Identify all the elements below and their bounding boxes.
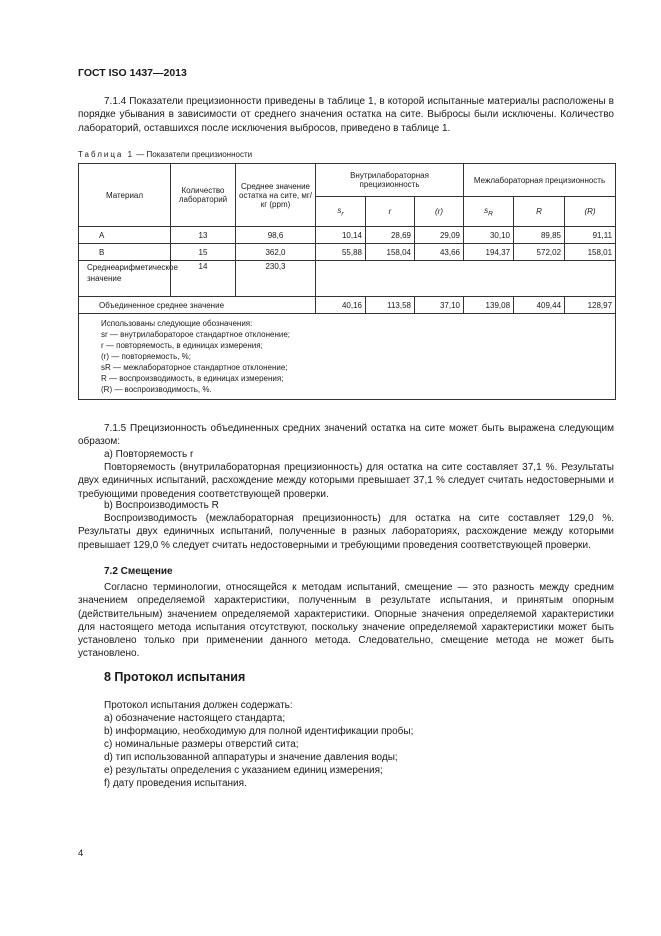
paragraph-7-2: Согласно терминологии, относящейся к методам испытаний, смещение — это разность между средним значением определяемой характеристики, полученным в результате испытания, и принятым опорным (действительным) значением определяемой характеристики. Опорные значения определяемой характеристики для настоящего метода испытания отсутствуют, поскольку значение определяемой характеристики может быть установлено только при применении данного метода. Следовательно, смещение метода не может быть установлено. [78, 582, 614, 660]
section-7-2-heading: 7.2 Смещение [104, 566, 173, 577]
document-header: ГОСТ ISO 1437—2013 [78, 67, 187, 79]
header-material: Материал [79, 164, 171, 227]
table-row-average [79, 261, 616, 297]
item-a-heading: а) Повторяемость r [104, 449, 194, 460]
cell-R: 409,44 [514, 297, 565, 314]
cell-R-pct: 128,97 [565, 297, 616, 314]
cell-r-pct: 29,09 [415, 227, 464, 244]
paragraph-7-1-5: 7.1.5 Прецизионность объединенных средних значений остатка на сите может быть выражена следующим образом: [78, 423, 614, 448]
cell-sR: 194,37 [464, 244, 514, 261]
section-8-heading: 8 Протокол испытания [104, 670, 246, 684]
list-item: e) результаты определения с указанием единиц измерения; [104, 765, 383, 776]
note-line: Использованы следующие обозначения: [101, 319, 253, 328]
cell-r: 28,69 [366, 227, 415, 244]
note-line: sr — внутрилабораторое стандартное отклонение; [101, 330, 291, 339]
cell-R-pct: 158,01 [565, 244, 616, 261]
cell-sr: 55,88 [316, 244, 366, 261]
subheader-r-pct: (r) [415, 197, 464, 227]
header-inter-precision: Межлабораторная прецизионность [464, 164, 616, 197]
cell-R-pct: 91,11 [565, 227, 616, 244]
cell-r-pct: 43,66 [415, 244, 464, 261]
table-row-pooled [79, 297, 616, 314]
list-item: d) тип использованной аппаратуры и значение давления воды; [104, 752, 398, 763]
subheader-sr: $s_r$ [316, 197, 366, 227]
cell-R: 572,02 [514, 244, 565, 261]
table-row [79, 227, 616, 244]
note-line: r — повторяемость, в единицах измерения; [101, 341, 263, 350]
cell-mean: 230,3 [236, 261, 316, 297]
cell-sR: 30,10 [464, 227, 514, 244]
cell-material: B [79, 244, 171, 261]
subheader-r: r [366, 197, 415, 227]
cell-R: 89,85 [514, 227, 565, 244]
subheader-sR: $s_R$ [464, 197, 514, 227]
header-mean: Среднее значение остатка на сите, мг/кг (ppm) [236, 164, 316, 227]
table-notes-row [79, 314, 616, 400]
cell-mean: 98,6 [236, 227, 316, 244]
table-caption-title: — Показатели прецизионности [134, 150, 253, 159]
note-line: R — воспроизводимость, в единицах измерения; [101, 374, 284, 383]
note-line: (r) — повторяемость, %; [101, 352, 192, 361]
cell-material: A [79, 227, 171, 244]
cell-r: 158,04 [366, 244, 415, 261]
cell-labs: 15 [171, 244, 236, 261]
cell-labs: 14 [171, 261, 236, 297]
list-item: c) номинальные размеры отверстий сита; [104, 739, 299, 750]
header-labs: Количество лабораторий [171, 164, 236, 227]
table-caption-prefix: Таблица 1 [78, 150, 135, 159]
list-item: a) обозначение настоящего стандарта; [104, 713, 286, 724]
item-b-heading: b) Воспроизводимость R [104, 500, 219, 511]
paragraph-7-1-4: 7.1.4 Показатели прецизионности приведены в таблице 1, в которой испытанные материалы расположены в порядке убывания в зависимости от среднего значения остатка на сите. Выбросы были исключены. Количество лабораторий, оставшихся после исключения выбросов, приведено в таблице 1. [78, 96, 614, 134]
paragraph-repeatability: Повторяемость (внутрилабораторная прецизионность) для остатка на сите составляет 37,1 %. Результаты двух единичных испытаний, расхождение между которыми превышает 37,1 % следует считать недостоверными и требующими проведения соответствующей проверки. [78, 462, 614, 500]
table-row [79, 244, 616, 261]
cell-empty [316, 261, 616, 297]
table-caption [78, 150, 252, 159]
page-number: 4 [78, 848, 84, 859]
cell-sR: 139,08 [464, 297, 514, 314]
list-item: f) дату проведения испытания. [104, 778, 247, 789]
subheader-R-pct: (R) [565, 197, 616, 227]
paragraph-reproducibility: Воспроизводимость (межлабораторная прецизионность) для остатка на сите составляет 129,0 %. Результаты двух единичных испытаний, полученные в разных лабораториях, расхождение между которыми превышает 129,0 % следует считать недостоверными и требующими проведения соответствующей проверки. [78, 513, 614, 551]
cell-pooled-label: Объединенное среднее значение [79, 297, 316, 314]
note-line: (R) — воспроизводимость, %. [101, 385, 212, 394]
note-line: sR — межлабораторное стандартное отклонение; [101, 363, 288, 372]
cell-sr: 40,16 [316, 297, 366, 314]
cell-r-pct: 37,10 [415, 297, 464, 314]
list-item: b) информацию, необходимую для полной идентификации пробы; [104, 726, 414, 737]
table-notes [79, 314, 616, 400]
cell-r: 113,58 [366, 297, 415, 314]
header-intra-precision: Внутрилабораторная прецизионность [316, 164, 464, 197]
subheader-R: R [514, 197, 565, 227]
cell-labs: 13 [171, 227, 236, 244]
cell-sr: 10,14 [316, 227, 366, 244]
protocol-intro: Протокол испытания должен содержать: [104, 700, 293, 711]
precision-table [78, 163, 616, 400]
cell-material: Среднеарифметическое значение [79, 261, 171, 297]
cell-mean: 362,0 [236, 244, 316, 261]
